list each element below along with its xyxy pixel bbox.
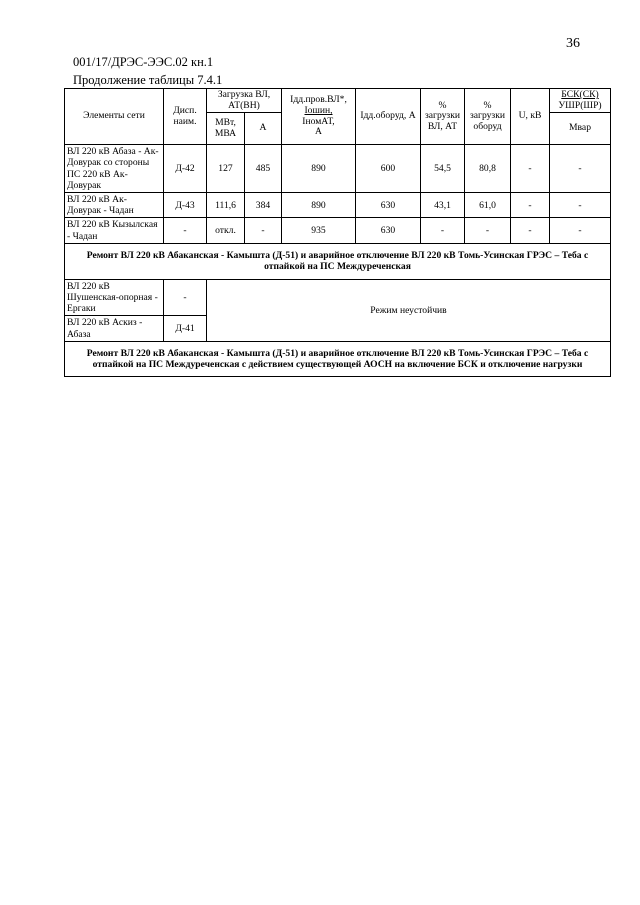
header-idd-equip: Iдд.оборуд, А — [356, 89, 421, 145]
bsk-value: - — [550, 193, 611, 218]
header-idd-prov — [282, 89, 356, 145]
header-idd-prov-line2: Iошин, — [304, 105, 333, 116]
load-a: - — [245, 218, 282, 243]
table-row — [65, 279, 611, 316]
header-bsk — [550, 89, 611, 113]
document-code: 001/17/ДРЭС-ЭЭС.02 кн.1 — [73, 55, 214, 69]
idd-prov: 890 — [282, 193, 356, 218]
header-load-a: А — [245, 113, 282, 145]
header-pct-vl: % загрузки ВЛ, АТ — [421, 89, 465, 145]
section-title: Ремонт ВЛ 220 кВ Абаканская - Камышта (Д-51) и аварийное отключение ВЛ 220 кВ Томь-Усинская ГРЭС – Теба с отпайкой на ПС Междуреченская — [65, 243, 611, 279]
load-mw: откл. — [207, 218, 245, 243]
pct-equip: 61,0 — [465, 193, 511, 218]
header-load-mw: МВт, МВА — [207, 113, 245, 145]
mode-note: Режим неустойчив — [207, 279, 611, 341]
bsk-value: - — [550, 218, 611, 243]
idd-equip: 630 — [356, 218, 421, 243]
table-row — [65, 193, 611, 218]
header-elements: Элементы сети — [65, 89, 164, 145]
disp-name: Д-43 — [164, 193, 207, 218]
disp-name: Д-42 — [164, 145, 207, 193]
header-disp: Дисп. наим. — [164, 89, 207, 145]
table-caption: Продолжение таблицы 7.4.1 — [73, 73, 223, 87]
header-bsk-line2: УШР(ШР) — [558, 99, 602, 111]
header-idd-prov-line3: IномАТ, — [302, 115, 335, 127]
header-row-1 — [65, 89, 611, 113]
header-load: Загрузка ВЛ, АТ(ВН) — [207, 89, 282, 113]
section-header — [65, 341, 611, 376]
header-bsk-line1: БСК(СК) — [561, 89, 599, 100]
element-name: ВЛ 220 кВ Аскиз - Абаза — [65, 316, 164, 341]
load-a: 384 — [245, 193, 282, 218]
section-title: Ремонт ВЛ 220 кВ Абаканская - Камышта (Д-51) и аварийное отключение ВЛ 220 кВ Томь-Усинская ГРЭС – Теба с отпайкой на ПС Междуреченская с действием существующей АОСН на включение БСК и отключение нагрузки — [65, 341, 611, 376]
pct-vl: 43,1 — [421, 193, 465, 218]
table-row — [65, 218, 611, 243]
header-idd-prov-line1: Iдд.пров.ВЛ*, — [290, 94, 347, 106]
idd-prov: 890 — [282, 145, 356, 193]
load-mw: 111,6 — [207, 193, 245, 218]
idd-prov: 935 — [282, 218, 356, 243]
voltage: - — [511, 145, 550, 193]
header-bsk-unit: Мвар — [550, 113, 611, 145]
disp-name: Д-41 — [164, 316, 207, 341]
pct-equip: 80,8 — [465, 145, 511, 193]
header-u: U, кВ — [511, 89, 550, 145]
disp-name: - — [164, 279, 207, 316]
load-a: 485 — [245, 145, 282, 193]
element-name: ВЛ 220 кВ Кызылская - Чадан — [65, 218, 164, 243]
idd-equip: 630 — [356, 193, 421, 218]
pct-equip: - — [465, 218, 511, 243]
bsk-value: - — [550, 145, 611, 193]
idd-equip: 600 — [356, 145, 421, 193]
disp-name: - — [164, 218, 207, 243]
element-name: ВЛ 220 кВ Шушенская-опорная - Ергаки — [65, 279, 164, 316]
load-mw: 127 — [207, 145, 245, 193]
table-row — [65, 145, 611, 193]
element-name: ВЛ 220 кВ Ак-Довурак - Чадан — [65, 193, 164, 218]
element-name: ВЛ 220 кВ Абаза - Ак-Довурак со стороны ПС 220 кВ Ак-Довурак — [65, 145, 164, 193]
header-pct-equip: % загрузки оборуд — [465, 89, 511, 145]
header-idd-prov-line4: А — [315, 126, 322, 138]
section-header — [65, 243, 611, 279]
pct-vl: - — [421, 218, 465, 243]
voltage: - — [511, 193, 550, 218]
voltage: - — [511, 218, 550, 243]
load-table — [64, 88, 611, 377]
pct-vl: 54,5 — [421, 145, 465, 193]
page-number: 36 — [566, 36, 580, 51]
